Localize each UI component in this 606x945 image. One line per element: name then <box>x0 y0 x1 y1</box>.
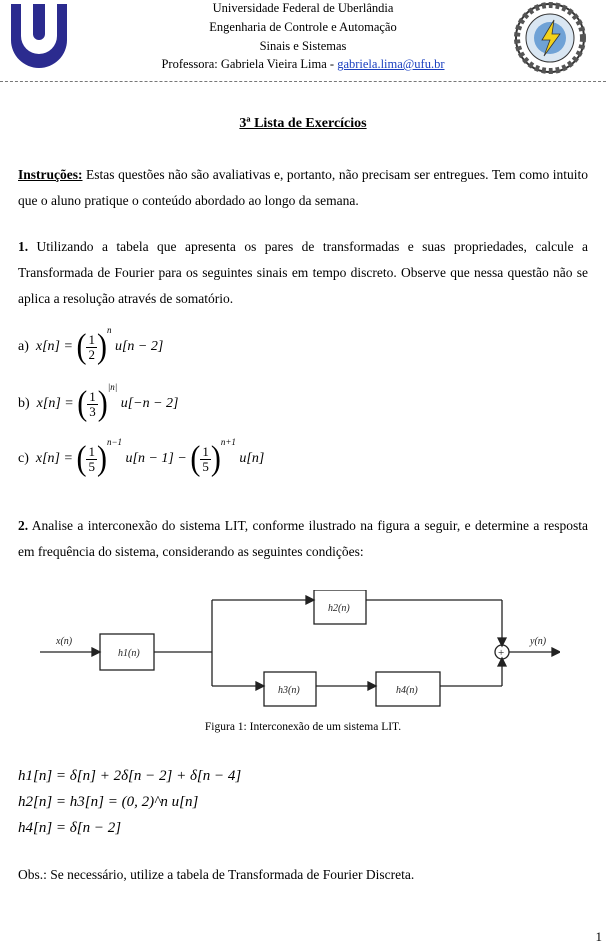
item-b-lhs: x[n] = <box>36 396 74 412</box>
header-course: Engenharia de Controle e Automação <box>209 20 397 34</box>
item-c-exp2: n+1 <box>220 436 236 447</box>
h3-label: h3(n) <box>278 685 300 696</box>
equation-h2-h3: h2[n] = h3[n] = (0, 2)^n u[n] <box>18 794 199 810</box>
h4-label: h4(n) <box>396 685 418 696</box>
item-a-rhs: u[n − 2] <box>114 339 164 355</box>
sum-symbol: + <box>498 647 505 659</box>
header-professor <box>0 56 606 73</box>
item-b-den: 3 <box>89 403 96 419</box>
item-c-num2: 1 <box>202 443 209 459</box>
item-b-label: b) <box>18 396 30 412</box>
lti-block-diagram <box>40 590 560 710</box>
question-2-paragraph <box>18 513 588 565</box>
question-1-number: 1. <box>18 239 29 254</box>
item-c-den2: 5 <box>202 458 209 474</box>
item-c-den1: 5 <box>88 458 95 474</box>
item-c-lhs: x[n] = <box>35 451 73 467</box>
item-c-exp1: n−1 <box>106 436 123 447</box>
item-b-equation: b) x[n] = ( $\frac{1}{3}$ )$^{|n|}$ u[−n − 2] <box>18 381 179 423</box>
h2-label: h2(n) <box>328 603 350 614</box>
item-c-label: c) <box>18 451 29 467</box>
item-c-mid: u[n − 1] − <box>125 451 187 467</box>
item-a-num: 1 <box>88 331 95 347</box>
question-2-number: 2. <box>18 518 29 533</box>
figure-caption: Figura 1: Interconexão de um sistema LIT. <box>204 721 402 733</box>
instructions-text: Estas questões não são avaliativas e, portanto, não precisam ser entregues. Tem como intuito que o aluno pratique o conteúdo abordado ao longo da semana. <box>18 167 588 208</box>
page-number: 1 <box>595 929 602 944</box>
email-link[interactable]: gabriela.lima@ufu.br <box>337 57 445 71</box>
item-a-equation: a) x[n] = ( $\frac{1}{2}$ )$^n$ u[n − 2] <box>18 324 164 366</box>
equation-h4: h4[n] = δ[n − 2] <box>18 820 122 836</box>
header-university: Universidade Federal de Uberlândia <box>212 1 394 15</box>
page-title: 3ª Lista de Exercícios <box>239 116 367 131</box>
item-a-label: a) <box>18 339 29 355</box>
item-b-exp: |n| <box>107 381 118 392</box>
note-text: Obs.: Se necessário, utilize a tabela de Transformada de Fourier Discreta. <box>18 867 415 882</box>
item-a-lhs: x[n] = <box>35 339 73 355</box>
item-c-equation: c) x[n] = ( $\frac{1}{5}$ )$^{n-1}$ u[n − 1] − ( $\frac{1}{5}$ )$^{n+1}$ u[n] <box>18 436 265 478</box>
input-label: x(n) <box>56 636 73 647</box>
equation-h1: h1[n] = δ[n] + 2δ[n − 2] + δ[n − 4] <box>18 768 242 784</box>
item-c-num1: 1 <box>88 443 95 459</box>
output-label: y(n) <box>530 636 547 647</box>
item-c-rhs: u[n] <box>239 451 265 467</box>
professor-name: Professora: Gabriela Vieira Lima - <box>161 57 338 71</box>
item-a-exp: n <box>106 324 112 335</box>
question-1-text: Utilizando a tabela que apresenta os pares de transformadas e suas propriedades, calcule a Transformada de Fourier para os seguintes sinais em tempo discreto. Observe que nessa questão não se aplica a resolução através de somatório. <box>18 239 588 306</box>
item-b-num: 1 <box>89 388 96 404</box>
item-b-rhs: u[−n − 2] <box>120 396 179 412</box>
instructions-label: Instruções: <box>18 167 83 182</box>
instructions-paragraph <box>18 162 588 214</box>
h1-label: h1(n) <box>118 648 140 659</box>
item-a-den: 2 <box>88 346 95 362</box>
header-separator <box>0 81 606 82</box>
question-1-paragraph <box>18 234 588 312</box>
question-2-text: Analise a interconexão do sistema LIT, conforme ilustrado na figura a seguir, e determine a resposta em frequência do sistema, considerando as seguintes condições: <box>18 518 588 559</box>
header-subject: Sinais e Sistemas <box>259 39 347 53</box>
